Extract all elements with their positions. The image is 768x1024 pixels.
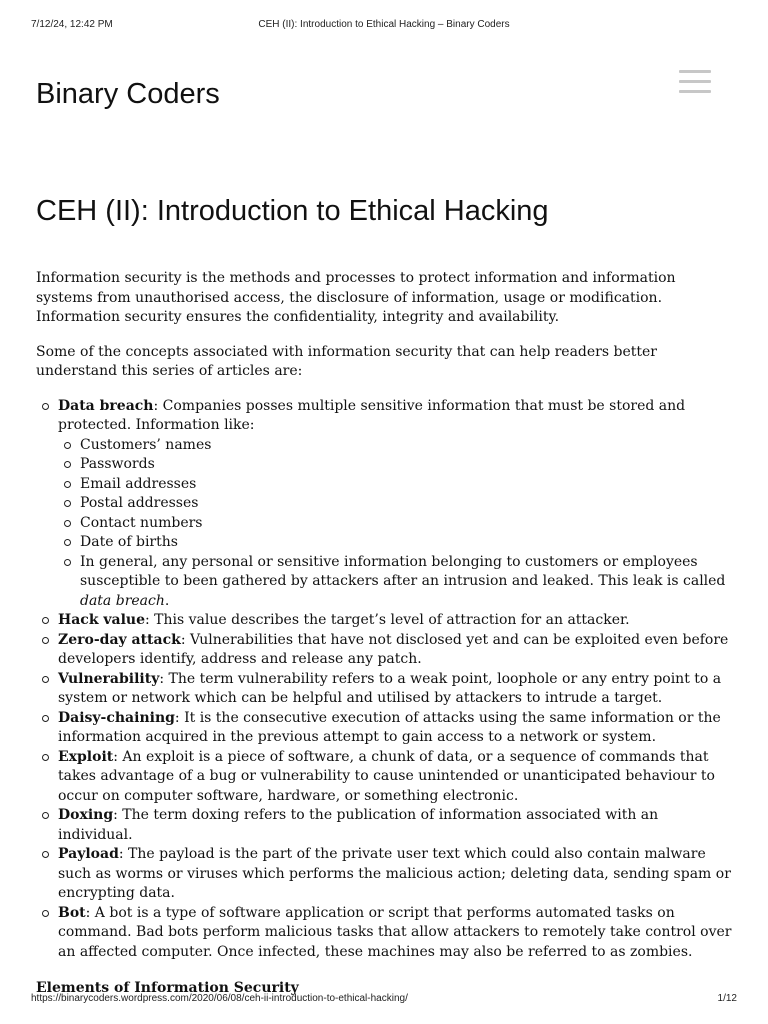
- emphasis-text: data breach: [80, 592, 165, 609]
- term-label: Bot: [58, 904, 86, 921]
- sub-list-item: [80, 553, 736, 612]
- print-footer: [0, 993, 768, 1007]
- term-label: Exploit: [58, 748, 114, 765]
- term-label: Zero-day attack: [58, 631, 181, 648]
- term-label: Vulnerability: [58, 670, 160, 687]
- print-header: [0, 19, 768, 33]
- term-label: Data breach: [58, 397, 154, 414]
- term-description: : It is the consecutive execution of attacks using the same information or the information acquired in the previous attempt to gain access to a network or system.: [58, 709, 721, 745]
- term-label: Doxing: [58, 807, 114, 823]
- hamburger-menu-icon[interactable]: [679, 70, 711, 94]
- sub-list-item: Date of births: [80, 533, 736, 553]
- sub-list-item: Customers’ names: [80, 436, 736, 456]
- term-description: : Companies posses multiple sensitive information that must be stored and protected. Information like:: [58, 397, 686, 433]
- list-item: [58, 806, 736, 845]
- term-description: : The term vulnerability refers to a weak point, loophole or any entry point to a system or network which can be helpful and utilised by attackers to intrude a target.: [58, 670, 722, 706]
- post-content: [36, 269, 736, 999]
- term-description: : The term doxing refers to the publication of information associated with an individual.: [58, 807, 659, 843]
- sub-list-item: Email addresses: [80, 475, 736, 495]
- print-page-number: 1/12: [717, 993, 737, 1004]
- intro-paragraph: Information security is the methods and processes to protect information and information systems from unauthorised access, the disclosure of information, usage or modification. Information security ensures the confidentiality, integrity and availability.: [36, 270, 676, 325]
- term-description: : Vulnerabilities that have not disclosed yet and can be exploited even before developers identify, address and release any patch.: [58, 631, 729, 667]
- term-description: : This value describes the target’s level of attraction for an attacker.: [145, 612, 630, 628]
- sub-list-item: Passwords: [80, 455, 736, 475]
- section-heading: Elements of Information Security: [36, 980, 299, 996]
- list-item: [58, 397, 736, 612]
- concepts-intro-paragraph: Some of the concepts associated with information security that can help readers better understand this series of articles are:: [36, 343, 657, 379]
- print-document-title: CEH (II): Introduction to Ethical Hacking – Binary Coders: [258, 19, 510, 30]
- term-label: Payload: [58, 846, 119, 862]
- data-breach-sublist: [58, 436, 736, 612]
- term-description: : The payload is the part of the private user text which could also contain malware such as worms or viruses which performs the malicious action; deleting data, sending spam or encrypting data.: [58, 846, 731, 901]
- sub-list-end: .: [164, 592, 170, 609]
- list-item: [58, 631, 736, 670]
- sub-list-item: Postal addresses: [80, 494, 736, 514]
- list-item: [58, 611, 736, 631]
- concepts-list: [36, 397, 736, 963]
- term-description: : An exploit is a piece of software, a chunk of data, or a sequence of commands that takes advantage of a bug or vulnerability to cause unintended or unanticipated behaviour to occur on computer software, hardware, or something electronic.: [58, 748, 715, 804]
- list-item: [58, 845, 736, 904]
- print-date: 7/12/24, 12:42 PM: [31, 19, 113, 30]
- term-description: : A bot is a type of software application or script that performs automated tasks on command. Bad bots perform malicious tasks that allow attackers to remotely take control over an affected computer. Once infected, these machines may also be referred to as zombies.: [58, 904, 732, 960]
- site-title[interactable]: Binary Coders: [36, 78, 220, 110]
- print-url: https://binarycoders.wordpress.com/2020/06/08/ceh-ii-introduction-to-ethical-hacking/: [31, 993, 408, 1004]
- term-label: Daisy-chaining: [58, 709, 175, 726]
- list-item: [58, 748, 736, 807]
- list-item: [58, 709, 736, 748]
- sub-list-text: In general, any personal or sensitive information belonging to customers or employees susceptible to been gathered by attackers after an intrusion and leaked. This leak is called: [80, 553, 726, 589]
- list-item: [58, 904, 736, 963]
- list-item: [58, 670, 736, 709]
- sub-list-item: Contact numbers: [80, 514, 736, 534]
- term-label: Hack value: [58, 612, 146, 628]
- post-title: CEH (II): Introduction to Ethical Hacking: [36, 195, 549, 227]
